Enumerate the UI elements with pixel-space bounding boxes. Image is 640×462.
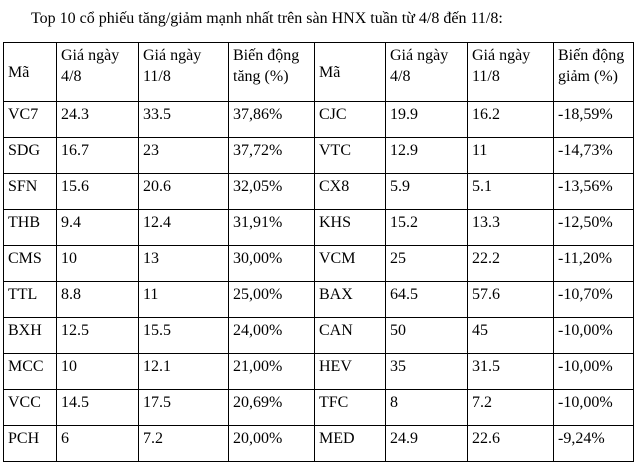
gainer-percent: 30,00% [229,246,315,282]
gainer-price-end: 12.4 [139,210,229,246]
gainer-percent: 20,69% [229,390,315,426]
gainer-price-start: 9.4 [57,210,139,246]
gainer-percent: 21,00% [229,354,315,390]
loser-price-start: 12.9 [386,138,468,174]
loser-code: MED [315,426,386,462]
loser-percent: -10,00% [554,354,634,390]
gainer-code: VCC [4,390,57,426]
loser-percent: -10,70% [554,282,634,318]
loser-percent: -10,00% [554,390,634,426]
loser-price-end: 22.6 [468,426,554,462]
loser-price-end: 5.1 [468,174,554,210]
gainer-code: MCC [4,354,57,390]
gainer-code: PCH [4,426,57,462]
loser-price-end: 16.2 [468,102,554,138]
gainer-code: BXH [4,318,57,354]
gainer-price-end: 33.5 [139,102,229,138]
gainer-price-start: 6 [57,426,139,462]
loser-percent: -13,56% [554,174,634,210]
gainer-price-start: 16.7 [57,138,139,174]
gainer-price-start: 10 [57,354,139,390]
gainer-percent: 37,72% [229,138,315,174]
gainer-price-start: 10 [57,246,139,282]
loser-code: VCM [315,246,386,282]
loser-percent: -11,20% [554,246,634,282]
loser-price-start: 19.9 [386,102,468,138]
header-loss-percent: Biến động giảm (%) [554,43,634,102]
table-row [4,318,634,354]
loser-price-start: 15.2 [386,210,468,246]
stock-movers-table [3,42,634,462]
table-row [4,174,634,210]
gainer-price-start: 14.5 [57,390,139,426]
gainer-code: THB [4,210,57,246]
gainer-price-end: 15.5 [139,318,229,354]
header-gain-percent: Biến động tăng (%) [229,43,315,102]
loser-price-start: 24.9 [386,426,468,462]
loser-code: BAX [315,282,386,318]
gainer-price-end: 23 [139,138,229,174]
table-row [4,246,634,282]
loser-price-start: 5.9 [386,174,468,210]
gainer-percent: 31,91% [229,210,315,246]
gainer-price-end: 11 [139,282,229,318]
loser-code: TFC [315,390,386,426]
loser-code: CX8 [315,174,386,210]
loser-price-end: 11 [468,138,554,174]
table-row [4,426,634,462]
table-row [4,102,634,138]
loser-price-end: 22.2 [468,246,554,282]
loser-percent: -14,73% [554,138,634,174]
gainer-percent: 20,00% [229,426,315,462]
gainer-percent: 32,05% [229,174,315,210]
gainer-price-end: 13 [139,246,229,282]
gainer-price-end: 12.1 [139,354,229,390]
loser-code: HEV [315,354,386,390]
loser-code: CJC [315,102,386,138]
header-gainer-price-end: Giá ngày 11/8 [139,43,229,102]
header-loser-code: Mã [315,43,386,102]
loser-code: VTC [315,138,386,174]
table-caption: Top 10 cổ phiếu tăng/giảm mạnh nhất trên sàn HNX tuần từ 4/8 đến 11/8: [31,10,503,27]
gainer-price-end: 17.5 [139,390,229,426]
gainer-percent: 37,86% [229,102,315,138]
table-row [4,354,634,390]
gainer-code: SFN [4,174,57,210]
gainer-price-start: 15.6 [57,174,139,210]
loser-price-start: 25 [386,246,468,282]
loser-code: KHS [315,210,386,246]
gainer-price-end: 20.6 [139,174,229,210]
loser-percent: -10,00% [554,318,634,354]
gainer-price-start: 12.5 [57,318,139,354]
table-row [4,282,634,318]
gainer-price-start: 8.8 [57,282,139,318]
table-header-row [4,43,634,102]
loser-price-start: 64.5 [386,282,468,318]
loser-price-start: 50 [386,318,468,354]
gainer-price-start: 24.3 [57,102,139,138]
loser-percent: -9,24% [554,426,634,462]
loser-price-end: 7.2 [468,390,554,426]
gainer-percent: 25,00% [229,282,315,318]
header-loser-price-end: Giá ngày 11/8 [468,43,554,102]
table-row [4,210,634,246]
header-loser-price-start: Giá ngày 4/8 [386,43,468,102]
table-row [4,390,634,426]
loser-price-end: 45 [468,318,554,354]
gainer-code: VC7 [4,102,57,138]
gainer-code: CMS [4,246,57,282]
loser-percent: -12,50% [554,210,634,246]
loser-price-end: 57.6 [468,282,554,318]
header-gainer-code: Mã [4,43,57,102]
loser-percent: -18,59% [554,102,634,138]
gainer-code: TTL [4,282,57,318]
gainer-percent: 24,00% [229,318,315,354]
loser-price-end: 31.5 [468,354,554,390]
loser-price-end: 13.3 [468,210,554,246]
header-gainer-price-start: Giá ngày 4/8 [57,43,139,102]
loser-price-start: 8 [386,390,468,426]
table-row [4,138,634,174]
loser-code: CAN [315,318,386,354]
loser-price-start: 35 [386,354,468,390]
gainer-price-end: 7.2 [139,426,229,462]
gainer-code: SDG [4,138,57,174]
